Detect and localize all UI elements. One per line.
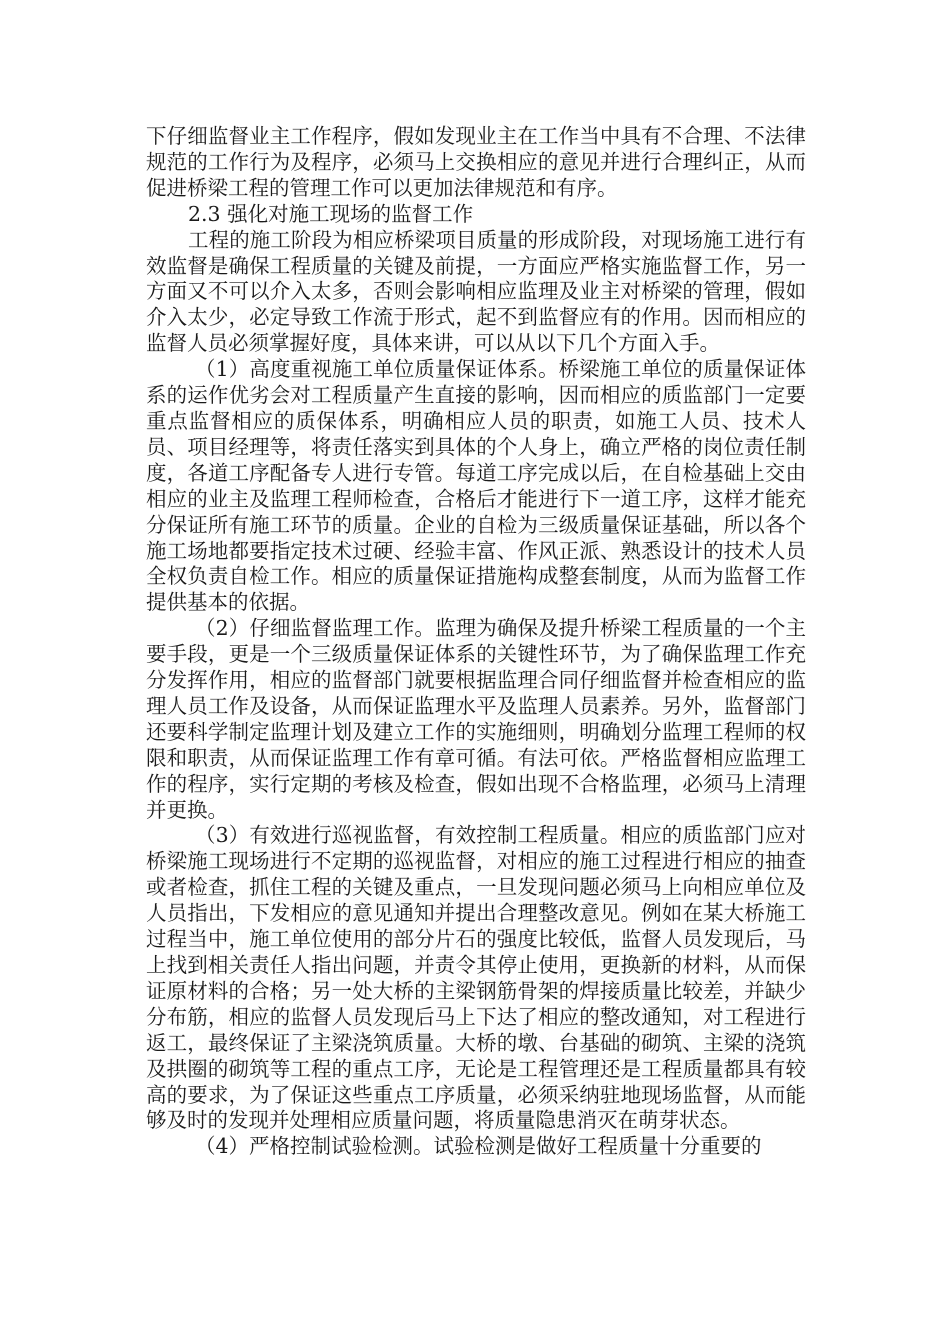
paragraph-item-4: （4）严格控制试验检测。试验检测是做好工程质量十分重要的 — [195, 1134, 762, 1159]
paragraph-continuation: 下仔细监督业主工作程序，假如发现业主在工作当中具有不合理、不法律规范的工作行为及程序，必须马上交换相应的意见并进行合理纠正，从而促进桥梁工程的管理工作可以更加法律规范和有序。 — [146, 124, 806, 200]
paragraph-item-1: （1）高度重视施工单位质量保证体系。桥梁施工单位的质量保证体系的运作优劣会对工程质量产生直接的影响，因而相应的质监部门一定要重点监督相应的质保体系，明确相应人员的职责，如施工人员、技术人员、项目经理等，将责任落实到具体的个人身上，确立严格的岗位责任制度，各道工序配备专人进行专管。每道工序完成以后，在自检基础上交由相应的业主及监理工程师检查，合格后才能进行下一道工序，这样才能充分保证所有施工环节的质量。企业的自检为三级质量保证基础，所以各个施工场地都要指定技术过硬、经验丰富、作风正派、熟悉设计的技术人员全权负责自检工作。相应的质量保证措施构成整套制度，从而为监督工作提供基本的依据。 — [146, 357, 806, 615]
paragraph-item-2: （2）仔细监督监理工作。监理为确保及提升桥梁工程质量的一个主要手段，更是一个三级质量保证体系的关键性环节，为了确保监理工作充分发挥作用，相应的监督部门就要根据监理合同仔细监督并检查相应的监理人员工作及设备，从而保证监理水平及监理人员素养。另外，监督部门还要科学制定监理计划及建立工作的实施细则，明确划分监理工程师的权限和职责，从而保证监理工作有章可循。有法可依。严格监督相应监理工作的程序，实行定期的考核及检查，假如出现不合格监理，必须马上清理并更换。 — [146, 616, 806, 822]
paragraph-item-3: （3）有效进行巡视监督，有效控制工程质量。相应的质监部门应对桥梁施工现场进行不定期的巡视监督，对相应的施工过程进行相应的抽查或者检查，抓住工程的关键及重点，一旦发现问题必须马上向相应单位及人员指出，下发相应的意见通知并提出合理整改意见。例如在某大桥施工过程当中，施工单位使用的部分片石的强度比较低，监督人员发现后，马上找到相关责任人指出问题，并责令其停止使用，更换新的材料，从而保证原材料的合格；另一处大桥的主梁钢筋骨架的焊接质量比较差，并缺少分布筋，相应的监督人员发现后马上下达了相应的整改通知，对工程进行返工，最终保证了主梁浇筑质量。大桥的墩、台基础的砌筑、主梁的浇筑及拱圈的砌筑等工程的重点工序，无论是工程管理还是工程质量都具有较高的要求，为了保证这些重点工序质量，必须采纳驻地现场监督，从而能够及时的发现并处理相应质量问题，将质量隐患消灭在萌芽状态。 — [146, 823, 806, 1133]
section-heading: 2.3 强化对施工现场的监督工作 — [188, 201, 474, 226]
paragraph-intro: 工程的施工阶段为相应桥梁项目质量的形成阶段，对现场施工进行有效监督是确保工程质量的关键及前提，一方面应严格实施监督工作，另一方面又不可以介入太多，否则会影响相应监理及业主对桥梁的管理，假如介入太少，必定导致工作流于形式，起不到监督应有的作用。因而相应的监督人员必须掌握好度，具体来讲，可以从以下几个方面入手。 — [146, 227, 806, 356]
document-page — [146, 124, 806, 1160]
